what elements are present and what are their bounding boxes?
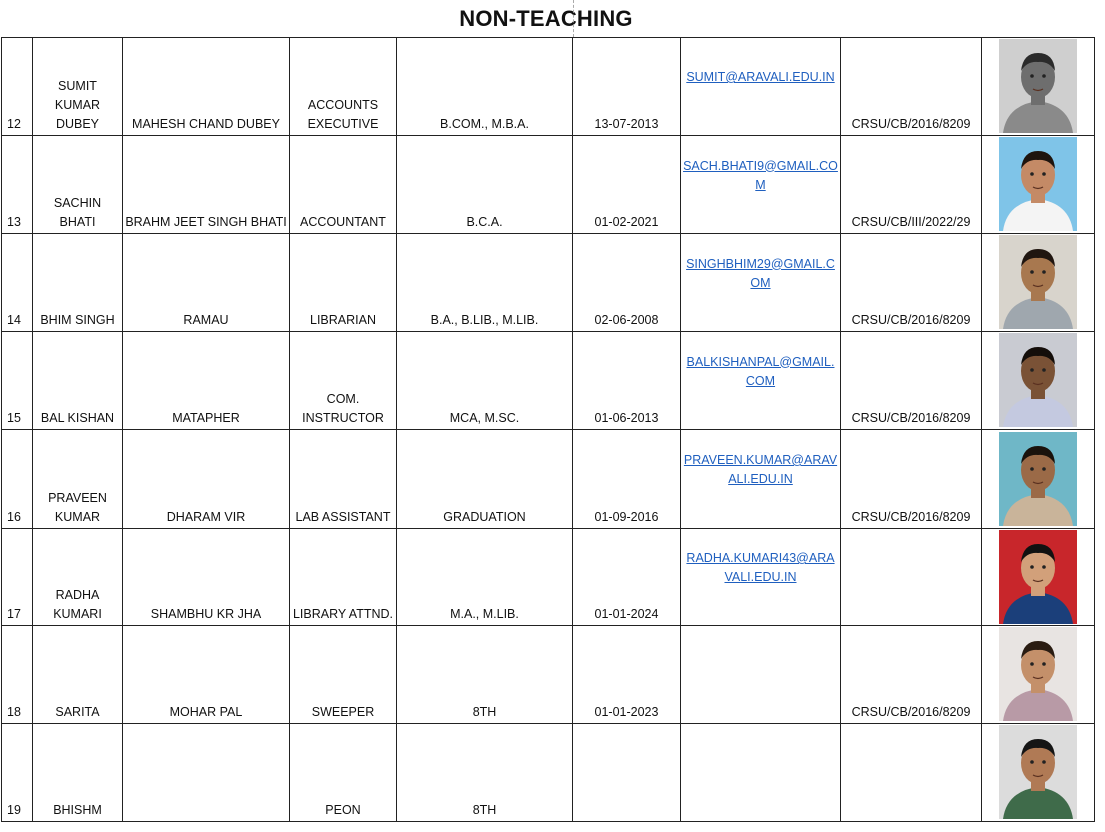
designation-cell: LAB ASSISTANT [290, 430, 397, 529]
name-cell: BHIM SINGH [33, 234, 123, 332]
serial-number-cell: 19 [2, 724, 33, 822]
email-cell [681, 332, 841, 430]
name-cell: BHISHM [33, 724, 123, 822]
designation-cell: ACCOUNTANT [290, 136, 397, 234]
qualification-cell: 8TH [397, 724, 573, 822]
person-photo-icon [999, 137, 1077, 231]
email-link[interactable]: BALKISHANPAL@GMAIL.COM [686, 354, 835, 388]
email-link[interactable]: SACH.BHATI9@GMAIL.COM [683, 158, 838, 192]
name-cell: SUMIT KUMAR DUBEY [33, 38, 123, 136]
father-name-cell [123, 724, 290, 822]
person-photo-icon [999, 333, 1077, 427]
serial-number-cell: 12 [2, 38, 33, 136]
name-cell: SACHIN BHATI [33, 136, 123, 234]
person-photo-icon [999, 530, 1077, 624]
table-row [2, 724, 1095, 822]
table-row [2, 529, 1095, 626]
serial-number-cell: 15 [2, 332, 33, 430]
table-row [2, 136, 1095, 234]
email-cell [681, 626, 841, 724]
name-cell: PRAVEEN KUMAR [33, 430, 123, 529]
table-row [2, 430, 1095, 529]
qualification-cell: 8TH [397, 626, 573, 724]
qualification-cell: GRADUATION [397, 430, 573, 529]
email-cell [681, 136, 841, 234]
photo-cell [982, 529, 1095, 626]
email-link[interactable]: RADHA.KUMARI43@ARAVALI.EDU.IN [686, 551, 835, 584]
email-cell [681, 724, 841, 822]
serial-number-cell: 14 [2, 234, 33, 332]
email-link[interactable]: PRAVEEN.KUMAR@ARAVALI.EDU.IN [683, 453, 838, 486]
joining-date-cell: 13-07-2013 [573, 38, 681, 136]
email-cell [681, 430, 841, 529]
father-name-cell: SHAMBHU KR JHA [123, 529, 290, 626]
joining-date-cell: 01-09-2016 [573, 430, 681, 529]
father-name-cell: DHARAM VIR [123, 430, 290, 529]
email-cell [681, 234, 841, 332]
father-name-cell: MOHAR PAL [123, 626, 290, 724]
father-name-cell: MAHESH CHAND DUBEY [123, 38, 290, 136]
email-link[interactable]: SINGHBHIM29@GMAIL.COM [686, 256, 835, 290]
joining-date-cell: 01-06-2013 [573, 332, 681, 430]
email-link[interactable]: SUMIT@ARAVALI.EDU.IN [686, 70, 835, 84]
qualification-cell: B.A., B.LIB., M.LIB. [397, 234, 573, 332]
name-cell: BAL KISHAN [33, 332, 123, 430]
approval-number-cell: CRSU/CB/2016/8209 [841, 234, 982, 332]
approval-number-cell: CRSU/CB/2016/8209 [841, 332, 982, 430]
approval-number-cell [841, 529, 982, 626]
designation-cell: SWEEPER [290, 626, 397, 724]
photo-cell [982, 430, 1095, 529]
qualification-cell: B.COM., M.B.A. [397, 38, 573, 136]
photo-cell [982, 234, 1095, 332]
father-name-cell: BRAHM JEET SINGH BHATI [123, 136, 290, 234]
father-name-cell: MATAPHER [123, 332, 290, 430]
staff-table [1, 37, 1095, 822]
email-cell [681, 529, 841, 626]
photo-cell [982, 724, 1095, 822]
designation-cell: LIBRARIAN [290, 234, 397, 332]
designation-cell: ACCOUNTS EXECUTIVE [290, 38, 397, 136]
person-photo-icon [999, 627, 1077, 721]
qualification-cell: MCA, M.SC. [397, 332, 573, 430]
approval-number-cell: CRSU/CB/2016/8209 [841, 430, 982, 529]
joining-date-cell: 01-02-2021 [573, 136, 681, 234]
qualification-cell: M.A., M.LIB. [397, 529, 573, 626]
joining-date-cell: 02-06-2008 [573, 234, 681, 332]
person-photo-icon [999, 39, 1077, 133]
designation-cell: LIBRARY ATTND. [290, 529, 397, 626]
person-photo-icon [999, 432, 1077, 526]
name-cell: SARITA [33, 626, 123, 724]
serial-number-cell: 18 [2, 626, 33, 724]
photo-cell [982, 38, 1095, 136]
approval-number-cell: CRSU/CB/2016/8209 [841, 38, 982, 136]
qualification-cell: B.C.A. [397, 136, 573, 234]
approval-number-cell [841, 724, 982, 822]
photo-cell [982, 332, 1095, 430]
approval-number-cell: CRSU/CB/III/2022/29 [841, 136, 982, 234]
person-photo-icon [999, 725, 1077, 819]
approval-number-cell: CRSU/CB/2016/8209 [841, 626, 982, 724]
serial-number-cell: 17 [2, 529, 33, 626]
name-cell: RADHA KUMARI [33, 529, 123, 626]
photo-cell [982, 136, 1095, 234]
table-row [2, 332, 1095, 430]
person-photo-icon [999, 235, 1077, 329]
joining-date-cell: 01-01-2024 [573, 529, 681, 626]
table-row [2, 234, 1095, 332]
table-row [2, 38, 1095, 136]
page-title: NON-TEACHING [459, 6, 633, 31]
email-cell [681, 38, 841, 136]
table-row [2, 626, 1095, 724]
joining-date-cell [573, 724, 681, 822]
joining-date-cell: 01-01-2023 [573, 626, 681, 724]
designation-cell: COM. INSTRUCTOR [290, 332, 397, 430]
serial-number-cell: 16 [2, 430, 33, 529]
serial-number-cell: 13 [2, 136, 33, 234]
photo-cell [982, 626, 1095, 724]
father-name-cell: RAMAU [123, 234, 290, 332]
page-break-line [573, 0, 574, 37]
designation-cell: PEON [290, 724, 397, 822]
